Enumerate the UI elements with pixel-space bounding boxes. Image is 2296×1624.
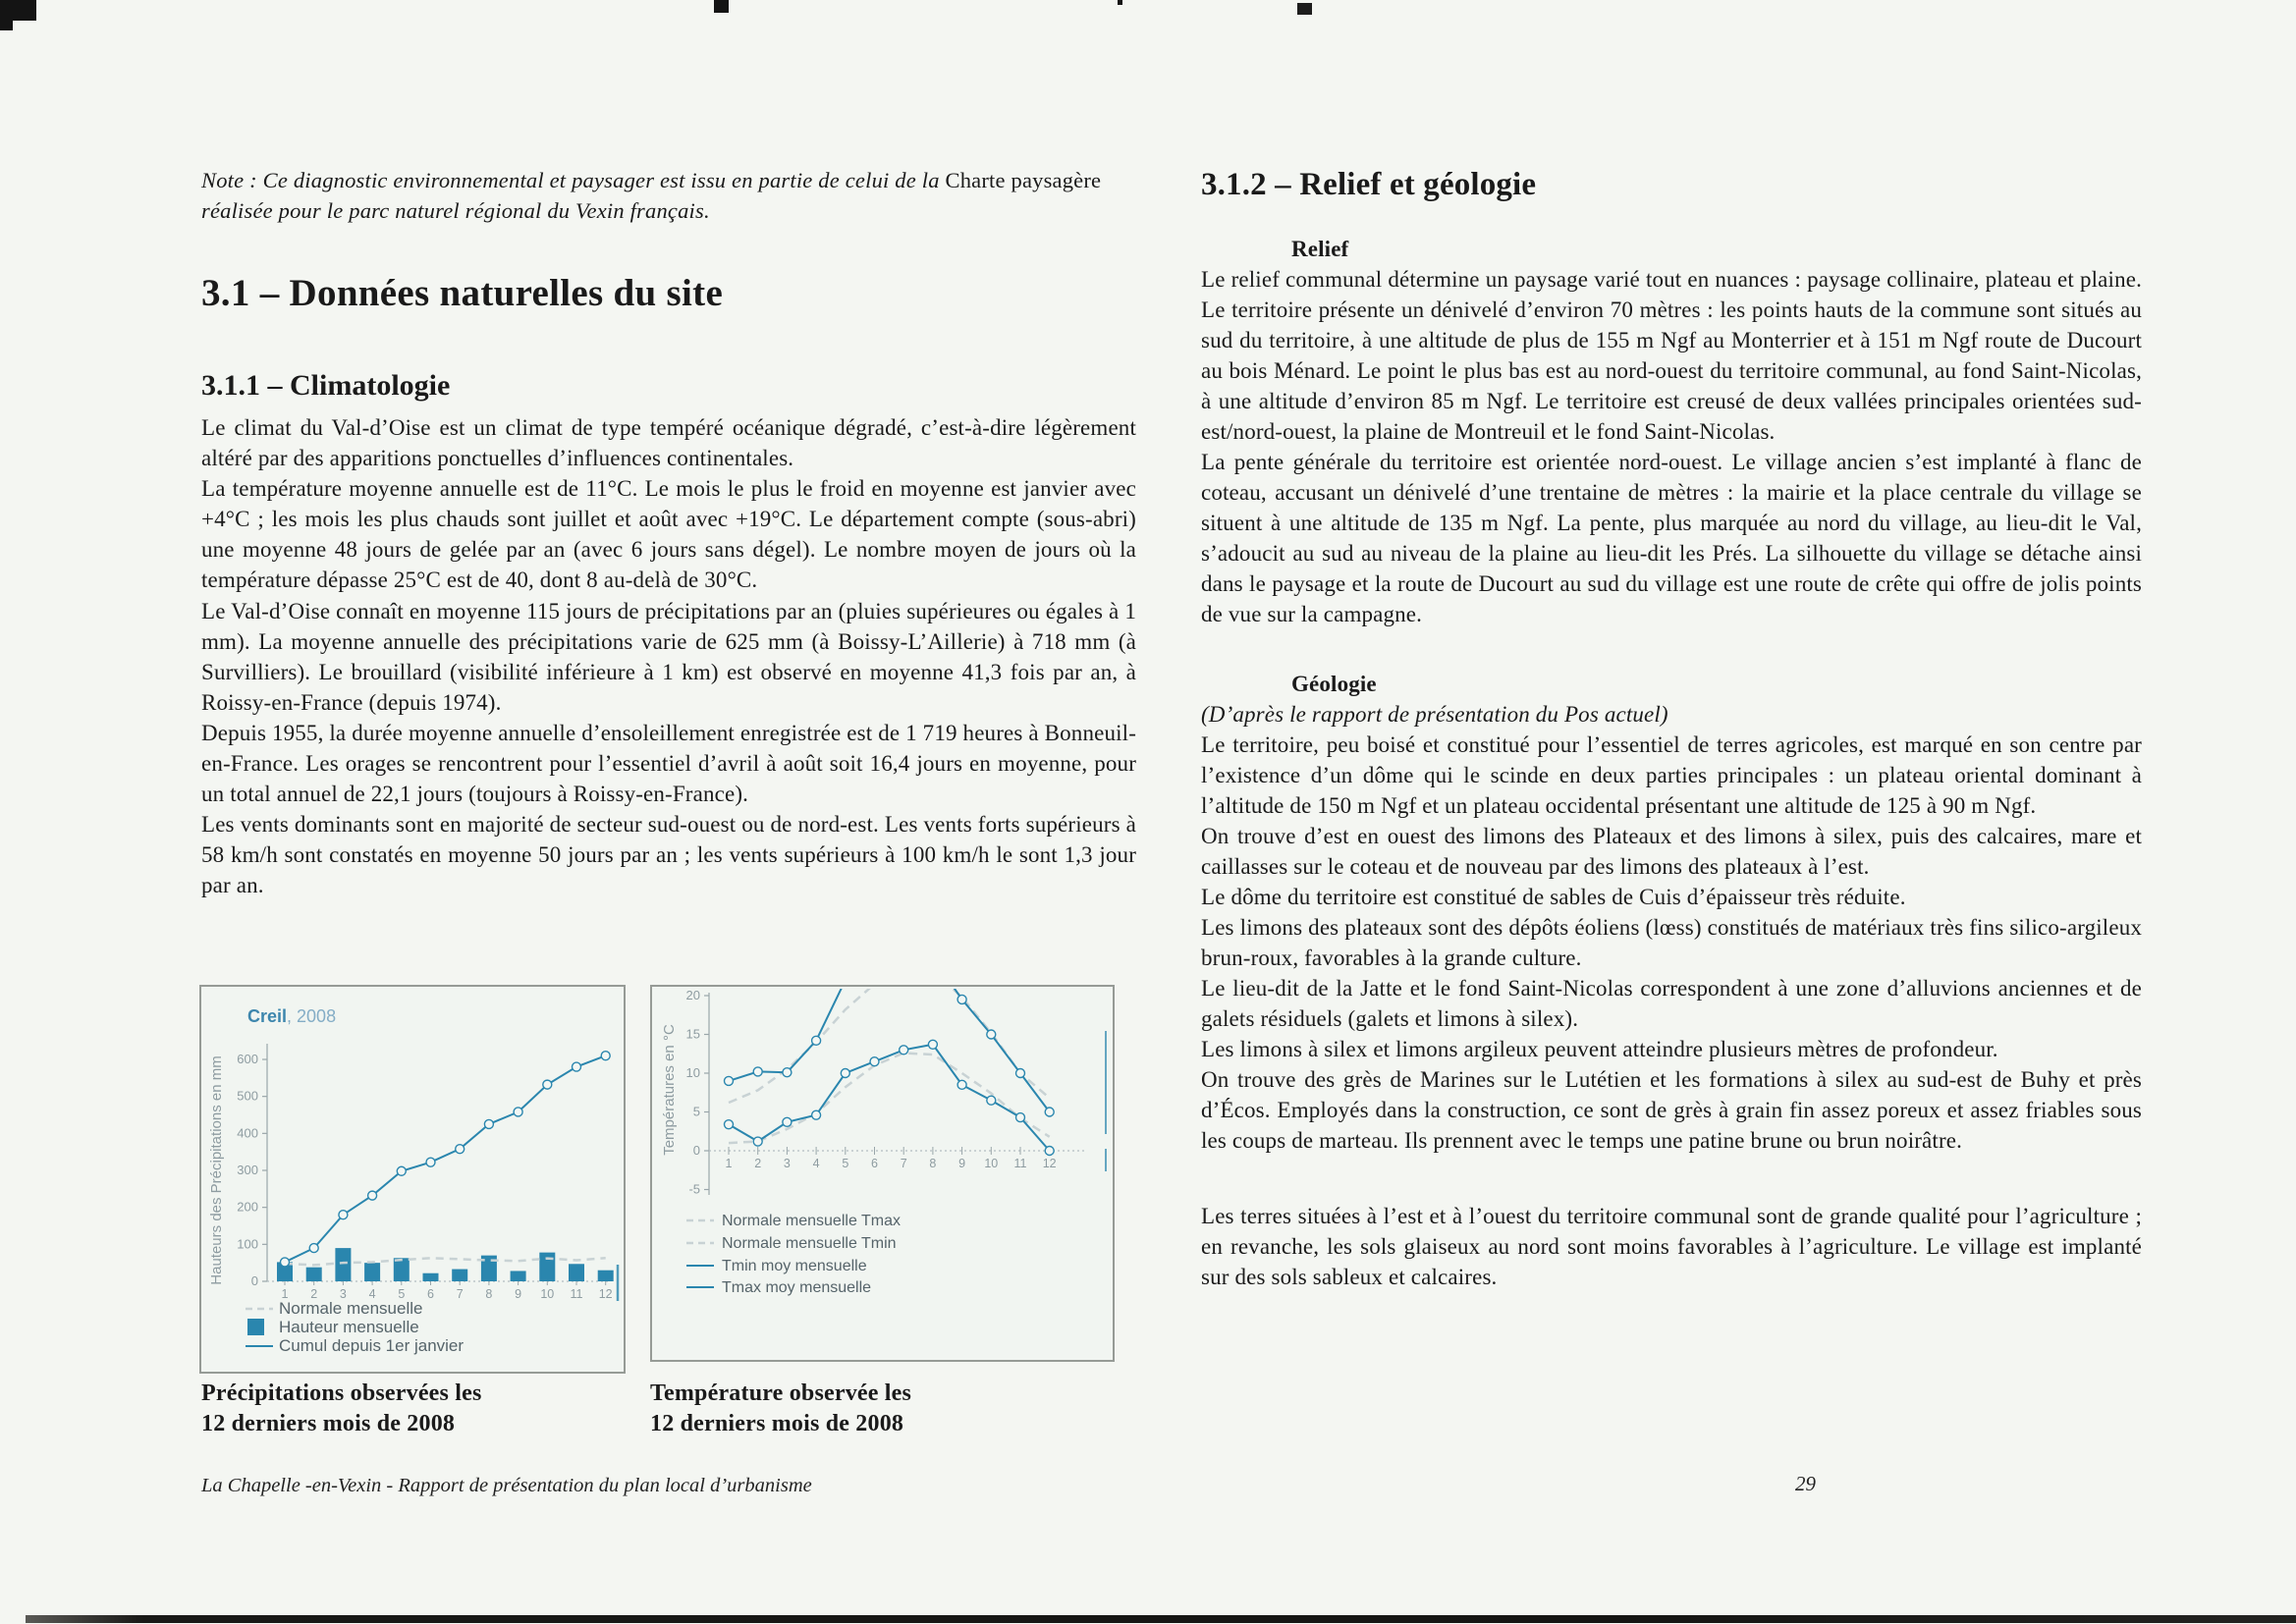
paragraph: Le Val-d’Oise connaît en moyenne 115 jours de précipitations par an (pluies supérieures ou égales à 1 mm). La moyenne annuelle des précipitations varie de 625 mm (à Boissy-L’Aillerie) à 718 mm (à Survilliers). Le brouillard (visibilité inférieure à 1 km) est observé en moyenne 41,3 fois par an, à Roissy-en-France (depuis 1974). [201,598,1136,715]
svg-text:12: 12 [1042,1157,1057,1170]
svg-text:4: 4 [368,1287,376,1301]
svg-text:300: 300 [237,1163,258,1177]
note-text-roman: Charte paysagère [945,168,1102,192]
scan-artifact [714,0,729,13]
caption-line: 12 derniers mois de 2008 [650,1411,904,1436]
svg-text:1: 1 [725,1157,733,1170]
geologie-source: (D’après le rapport de présentation du Pos actuel) [1201,702,1668,727]
svg-text:3: 3 [339,1287,347,1301]
svg-text:Creil, 2008: Creil, 2008 [247,1006,337,1026]
svg-text:Normale mensuelle Tmin: Normale mensuelle Tmin [722,1235,897,1252]
paragraph: Le lieu-dit de la Jatte et le fond Saint-Nicolas correspondent à une zone d’alluvions anciennes et de galets résiduels (galets et limons à silex). [1201,976,2142,1031]
paragraph: Le territoire, peu boisé et constitué pour l’essentiel de terres agricoles, est marqué en son centre par l’existence d’un dôme qui le scinde en deux parties principales : un plateau oriental dominant à l’altitude de 150 m Ngf et un plateau occidental présentant une altitude de 125 à 90 m Ngf. [1201,732,2142,818]
svg-text:-5: -5 [688,1181,700,1197]
svg-text:100: 100 [237,1236,258,1252]
svg-text:8: 8 [485,1287,493,1301]
scan-artifact [1118,0,1122,5]
paragraph: On trouve d’est en ouest des limons des Plateaux et des limons à silex, puis des calcaires, mare et caillasses sur le coteau et de nouveau par des limons des plateaux à l’est. [1201,824,2142,879]
paragraph: Le climat du Val-d’Oise est un climat de type tempéré océanique dégradé, c’est-à-dire légèrement altéré par des apparitions ponctuelles d’influences continentales. [201,415,1136,471]
svg-text:10: 10 [540,1287,555,1301]
svg-text:8: 8 [929,1157,937,1170]
note-text: Note : Ce diagnostic environnemental et paysager est issu en partie de celui de la [201,168,946,192]
temperature-caption [650,1379,911,1439]
relief-heading: Relief [1291,237,1349,261]
svg-text:Tmax moy mensuelle: Tmax moy mensuelle [722,1279,872,1296]
scan-artifact [1297,3,1312,15]
footer-title: La Chapelle -en-Vexin - Rapport de présentation du plan local d’urbanisme [201,1475,812,1496]
svg-text:0: 0 [692,1143,700,1158]
svg-text:12: 12 [598,1287,613,1301]
scan-edge-strip [26,1615,2296,1623]
subsection-title-3-1-1: 3.1.1 – Climatologie [201,369,451,402]
paragraph: Les limons à silex et limons argileux peuvent atteindre plusieurs mètres de profondeur. [1201,1037,1998,1061]
svg-text:4: 4 [812,1157,820,1170]
caption-line: 12 derniers mois de 2008 [201,1411,456,1436]
temperature-chart [652,987,1113,1360]
svg-text:0: 0 [250,1273,258,1288]
svg-text:2: 2 [754,1157,762,1170]
section-title-3-1: 3.1 – Données naturelles du site [201,272,724,314]
paragraph: Depuis 1955, la durée moyenne annuelle d’ensoleillement enregistrée est de 1 719 heures à Bonneuil-en-France. Les orages se rencontrent pour l’essentiel d’avril à août soit 16,4 jours en moyenne, pour un total annuel de 22,1 jours (toujours à Roissy-en-France). [201,720,1136,807]
svg-text:400: 400 [237,1125,258,1141]
paragraph: Les limons des plateaux sont des dépôts éoliens (lœss) constitués de matériaux très fins silico-argileux brun-roux, favorables à la grande culture. [1201,915,2142,970]
svg-text:Cumul depuis 1er janvier: Cumul depuis 1er janvier [279,1336,465,1355]
precipitation-caption [201,1379,482,1439]
svg-text:11: 11 [1013,1157,1027,1170]
geologie-heading: Géologie [1291,672,1377,696]
svg-text:600: 600 [237,1052,258,1066]
paragraph: Les vents dominants sont en majorité de secteur sud-ouest ou de nord-est. Les vents forts supérieurs à 58 km/h sont constatés en moyenne 50 jours par an ; les vents supérieurs à 100 km/h le sont 1,3 jour par an. [201,812,1136,898]
paragraph: La pente générale du territoire est orientée nord-ouest. Le village ancien s’est implanté à flanc de coteau, accusant un dénivelé d’une trentaine de mètres : la mairie et la place centrale du village se situent à une altitude de 135 m Ngf. La pente, plus marquée au nord du village, au lieu-dit le Val, s’adoucit au sud au niveau de la plaine au lieu-dit les Prés. La silhouette du village se détache ainsi dans le paysage et la route de Ducourt au sud du village est une route de crête qui offre de jolis points de vue sur la campagne. [1201,450,2142,626]
climatologie-text [201,412,1136,901]
note-text: réalisée pour le parc naturel régional du Vexin français. [201,198,710,223]
paragraph: Le relief communal détermine un paysage varié tout en nuances : paysage collinaire, plateau et plaine. Le territoire présente un dénivelé d’environ 70 mètres : les points hauts de la commune sont situés au sud du territoire, à une altitude de plus de 155 m Ngf au Monterrier et à 151 m Ngf route de Ducourt au bois Ménard. Le point le plus bas est au nord-ouest du territoire communal, au fond Saint-Nicolas, à une altitude d’environ 85 m Ngf. Le territoire est creusé de deux vallées principales orientées sud-est/nord-ouest, la plaine de Montreuil et le fond Saint-Nicolas. [1201,267,2142,444]
relief-geologie-column [1201,165,2142,1292]
scan-artifact [0,0,13,30]
paragraph: On trouve des grès de Marines sur le Lutétien et les formations à silex au sud-est de Buhy et près d’Écos. Employés dans la construction, ce sont de grès à grain fin assez poreux et assez friables sous les coups de marteau. Ils prennent avec le temps une patine brune ou brun noirâtre. [1201,1067,2142,1153]
svg-text:Hauteur mensuelle: Hauteur mensuelle [279,1318,419,1336]
svg-text:Hauteurs des Précipitations en: Hauteurs des Précipitations en mm [208,1056,225,1285]
svg-text:11: 11 [570,1287,583,1301]
svg-text:2: 2 [310,1287,318,1301]
svg-text:Normale mensuelle Tmax: Normale mensuelle Tmax [722,1213,901,1229]
page-number: 29 [1795,1472,1816,1495]
svg-text:Températures en °C: Températures en °C [661,1024,678,1156]
svg-text:3: 3 [783,1157,791,1170]
svg-text:10: 10 [984,1157,999,1170]
svg-text:7: 7 [900,1157,907,1170]
caption-line: Précipitations observées les [201,1380,482,1406]
svg-text:Tmin moy mensuelle: Tmin moy mensuelle [722,1258,867,1274]
paragraph: Les terres situées à l’est et à l’ouest du territoire communal sont de grande qualité pour l’agriculture ; en revanche, les sols glaiseux au nord sont moins favorables à l’agriculture. Le village est implanté sur des sols sableux et calcaires. [1201,1204,2142,1289]
svg-text:7: 7 [456,1287,464,1301]
precipitation-chart-frame [199,985,626,1374]
svg-text:Normale mensuelle: Normale mensuelle [279,1299,423,1318]
svg-text:9: 9 [515,1287,522,1301]
note-block [201,165,1142,226]
caption-line: Température observée les [650,1380,912,1406]
svg-text:15: 15 [685,1026,700,1042]
temperature-chart-frame [650,985,1115,1362]
svg-text:5: 5 [692,1104,700,1119]
paragraph: La température moyenne annuelle est de 11°C. Le mois le plus le froid en moyenne est janvier avec +4°C ; les mois les plus chauds sont juillet et août avec +19°C. Le département compte (sous-abri) une moyenne 48 jours de gelée par an (avec 6 jours sans dégel). Le nombre moyen de jours où la température dépasse 25°C est de 40, dont 8 au-delà de 30°C. [201,476,1136,593]
svg-text:6: 6 [427,1287,434,1301]
svg-text:500: 500 [237,1088,258,1104]
svg-text:1: 1 [281,1287,289,1301]
svg-text:10: 10 [685,1065,700,1080]
svg-text:5: 5 [398,1287,406,1301]
section-title-3-1-2: 3.1.2 – Relief et géologie [1201,167,1537,202]
svg-text:6: 6 [871,1157,878,1170]
svg-text:200: 200 [237,1199,258,1215]
paragraph: Le dôme du territoire est constitué de sables de Cuis d’épaisseur très réduite. [1201,885,1906,909]
svg-text:5: 5 [842,1157,849,1170]
svg-text:9: 9 [958,1157,966,1170]
svg-text:20: 20 [685,988,700,1002]
precipitation-chart [201,987,624,1372]
